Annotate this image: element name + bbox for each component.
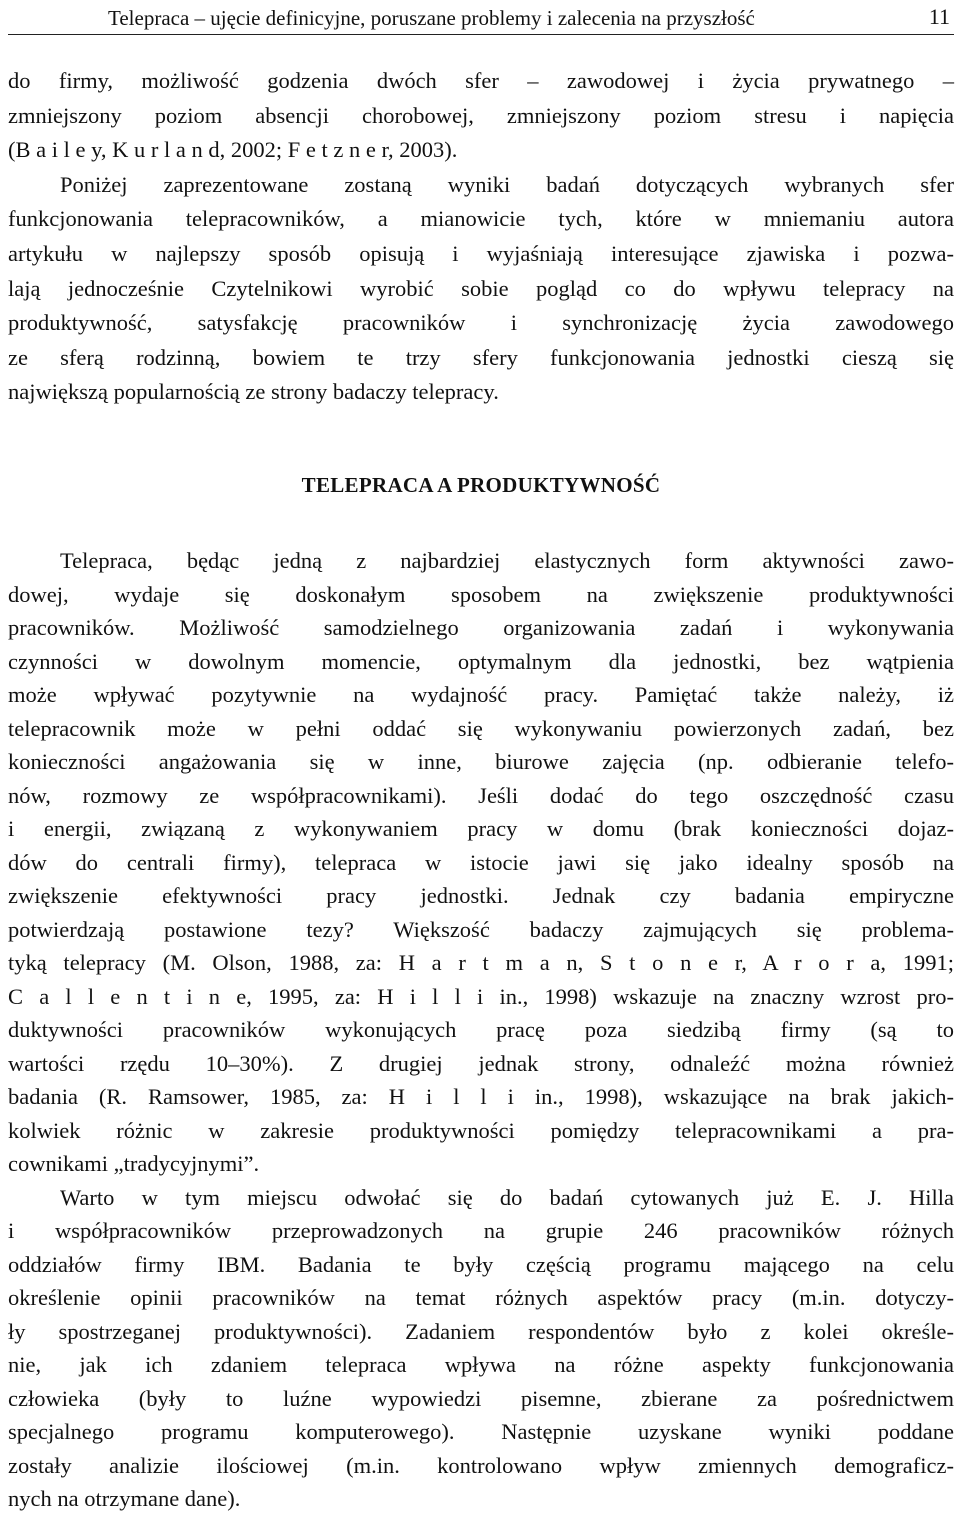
text-line: badania (R. Ramsower, 1985, za: H i l l i in., 1998), wskazujące na brak jakich- (8, 1084, 954, 1109)
body-text-top (8, 64, 954, 410)
paragraph-continuation (8, 64, 954, 168)
text-line: cownikami „tradycyjnymi”. (8, 1151, 260, 1176)
text-line: zostały analizie ilościowej (m.in. kontrolowano wpływ zmiennych demograficz- (8, 1452, 954, 1478)
text-line: nie, jak ich zdaniem telepraca wpływa na różne aspekty funkcjonowania (8, 1352, 954, 1377)
text-line: największą popularnością ze strony badaczy telepracy. (8, 379, 499, 405)
paragraph-productivity (8, 544, 954, 1181)
section-heading: TELEPRACA A PRODUKTYWNOŚĆ (301, 473, 661, 497)
document-page (8, 0, 954, 1522)
text-line: nych na otrzymane dane). (8, 1486, 241, 1511)
text-line: konieczności angażowania się w inne, biurowe zajęcia (np. odbieranie telefo- (8, 749, 954, 774)
text-line: i współpracowników przeprowadzonych na grupie 246 pracowników różnych (8, 1218, 954, 1243)
paragraph-ibm-study (8, 1181, 954, 1516)
running-header-title: Telepraca – ujęcie definicyjne, poruszane problemy i zalecenia na przyszłość (108, 6, 755, 30)
text-line: ze sferą rodzinną, bowiem te trzy sfery funkcjonowania jednostki cieszą się (8, 344, 954, 370)
text-line: C a l l e n t i n e, 1995, za: H i l l i in., 1998) wskazuje na znaczny wzrost pro- (8, 983, 954, 1009)
text-line: człowieka (były to luźne wypowiedzi pisemne, zbierane za pośrednictwem (8, 1385, 954, 1411)
text-line: (B a i l e y, K u r l a n d, 2002; F e t z n e r, 2003). (8, 137, 458, 163)
text-line: produktywność, satysfakcję pracowników i synchronizację życia zawodowego (8, 310, 954, 336)
running-header (8, 2, 954, 35)
text-line: duktywności pracowników wykonujących pracę poza siedzibą firmy (są to (8, 1017, 954, 1042)
text-line: lają jednocześnie Czytelnikowi wyrobić sobie pogląd co do wpływu telepracy na (8, 275, 954, 301)
text-line: zwiększenie efektywności pracy jednostki. Jednak czy badania empiryczne (8, 883, 954, 908)
text-line: nów, rozmowy ze współpracownikami). Jeśli dodać do tego oszczędność czasu (8, 782, 954, 808)
text-line: czynności w dowolnym momencie, optymalnym dla jednostki, bez wątpienia (8, 648, 954, 674)
text-line: Poniżej zaprezentowane zostaną wyniki badań dotyczących wybranych sfer (60, 171, 954, 197)
page-number: 11 (928, 4, 950, 29)
body-text-section (8, 544, 954, 1516)
text-line: ły spostrzeganej produktywności). Zadaniem respondentów było z kolei określe- (8, 1318, 954, 1344)
text-line: funkcjonowania telepracowników, a mianowicie tych, które w mniemaniu autora (8, 206, 954, 232)
paragraph-results-intro (8, 168, 954, 410)
text-line: wartości rzędu 10–30%). Z drugiej jednak strony, odnaleźć można również (8, 1050, 954, 1076)
text-line: specjalnego programu komputerowego). Następnie uzyskane wyniki poddane (8, 1419, 954, 1444)
text-line: kolwiek różnic w zakresie produktywności pomiędzy telepracownikami a pra- (8, 1117, 954, 1143)
text-line: oddziałów firmy IBM. Badania te były częścią programu mającego na celu (8, 1251, 954, 1277)
text-line: Warto w tym miejscu odwołać się do badań cytowanych już E. J. Hilla (60, 1184, 954, 1210)
text-line: dowej, wydaje się doskonałym sposobem na zwiększenie produktywności (8, 581, 954, 607)
text-line: może wpływać pozytywnie na wydajność pracy. Pamiętać także należy, iż (8, 682, 954, 707)
text-line: pracowników. Możliwość samodzielnego organizowania zadań i wykonywania (8, 615, 954, 640)
text-line: artykułu w najlepszy sposób opisują i wyjaśniają interesujące zjawiska i pozwa- (8, 240, 954, 266)
text-line: dów do centrali firmy), telepraca w istocie jawi się jako idealny sposób na (8, 849, 954, 875)
text-line: i energii, związaną z wykonywaniem pracy w domu (brak konieczności dojaz- (8, 816, 954, 841)
text-line: zmniejszony poziom absencji chorobowej, zmniejszony poziom stresu i napięcia (8, 102, 954, 128)
text-line: określenie opinii pracowników na temat różnych aspektów pracy (m.in. dotyczy- (8, 1285, 954, 1310)
text-line: potwierdzają postawione tezy? Większość badaczy zajmujących się problema- (8, 916, 954, 942)
text-line: telepracownik może w pełni oddać się wykonywaniu powierzonych zadań, bez (8, 715, 954, 741)
text-line: tyką telepracy (M. Olson, 1988, za: H a r t m a n, S t o n e r, A r o r a, 1991; (8, 950, 954, 975)
text-line: do firmy, możliwość godzenia dwóch sfer – zawodowej i życia prywatnego – (8, 68, 954, 93)
text-line: Telepraca, będąc jedną z najbardziej elastycznych form aktywności zawo- (60, 548, 954, 573)
